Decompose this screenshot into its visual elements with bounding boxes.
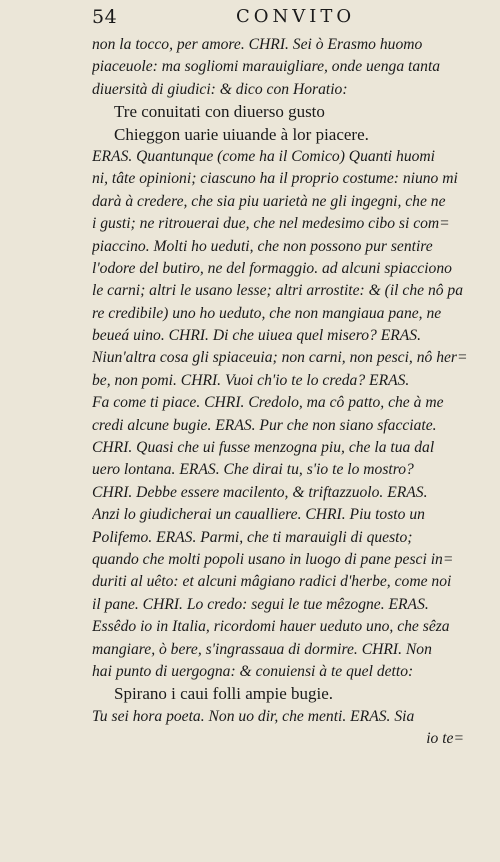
text-line: beueá uino. CHRI. Di che uiuea quel misero? ERAS.	[92, 327, 421, 345]
text-line: Niun'altra cosa gli spiaceuia; non carni, non pesci, nô her=	[92, 349, 468, 367]
text-line: hai punto di uergogna: & conuiensi à te quel detto:	[92, 662, 414, 680]
text-line: Polifemo. ERAS. Parmi, che ti marauigli di questo;	[92, 528, 413, 546]
text-line: quando che molti popoli usano in luogo di pane pesci in=	[92, 550, 454, 568]
text-line: i gusti; ne ritrouerai due, che nel medesimo cibo si com=	[92, 215, 450, 233]
page-header	[92, 6, 482, 30]
text-line: Fa come ti piace. CHRI. Credolo, ma cô patto, che à me	[92, 394, 444, 412]
text-line: le carni; altri le usano lesse; altri arrostite: & (il che nô pa	[92, 282, 464, 300]
text-line: non la tocco, per amore. CHRI. Sei ò Erasmo huomo	[92, 36, 423, 53]
running-title: CONVITO	[236, 6, 356, 27]
page-number: 54	[92, 6, 118, 28]
text-line: Tu sei hora poeta. Non uo dir, che menti. ERAS. Sia	[92, 707, 415, 725]
verse-line: Tre conuitati con diuerso gusto	[114, 102, 325, 122]
text-line: be, non pomi. CHRI. Vuoi ch'io te lo creda? ERAS.	[92, 371, 410, 389]
text-line: piaccino. Molti ho ueduti, che non possono pur sentire	[92, 237, 433, 255]
text-line: duriti al uêto: et alcuni mâgiano radici d'herbe, come noi	[92, 573, 452, 591]
text-line: Essêdo io in Italia, ricordomi hauer ueduto uno, che sêza	[92, 618, 450, 636]
text-line: darà à credere, che sia piu uarietà ne gli ingegni, che ne	[92, 192, 446, 210]
text-line: l'odore del butiro, ne del formaggio. ad alcuni spiacciono	[92, 259, 452, 277]
text-line: diuersità di giudici: & dico con Horatio:	[92, 80, 348, 98]
catchword-line: io te=	[426, 730, 464, 748]
text-line: mangiare, ò bere, s'ingrassaua di dormire. CHRI. Non	[92, 640, 432, 658]
verse-line: Chieggon uarie uiuande à lor piacere.	[114, 124, 369, 144]
text-line: il pane. CHRI. Lo credo: segui le tue mêzogne. ERAS.	[92, 595, 429, 613]
verse-line: Spirano i caui folli ampie bugie.	[114, 684, 334, 704]
text-line: ni, tâte opinioni; ciascuno ha il proprio costume: niuno mi	[92, 170, 458, 188]
text-line: CHRI. Debbe essere macilento, & triftazzuolo. ERAS.	[92, 483, 428, 501]
text-line: uero lontana. ERAS. Che dirai tu, s'io te lo mostro?	[92, 461, 414, 479]
text-line: piaceuole: ma sogliomi marauigliare, onde uenga tanta	[92, 58, 441, 76]
text-line: re credibile) uno ho ueduto, che non mangiaua pane, ne	[92, 304, 442, 322]
text-line: credi alcune bugie. ERAS. Pur che non siano sfacciate.	[92, 416, 437, 434]
body-text	[92, 34, 486, 751]
text-line: Anzi lo giudicherai un caualliere. CHRI. Piu tosto un	[92, 506, 425, 524]
text-line: CHRI. Quasi che ui fusse menzogna piu, che la tua dal	[92, 439, 435, 457]
text-line: ERAS. Quantunque (come ha il Comico) Quanti huomi	[92, 147, 436, 165]
